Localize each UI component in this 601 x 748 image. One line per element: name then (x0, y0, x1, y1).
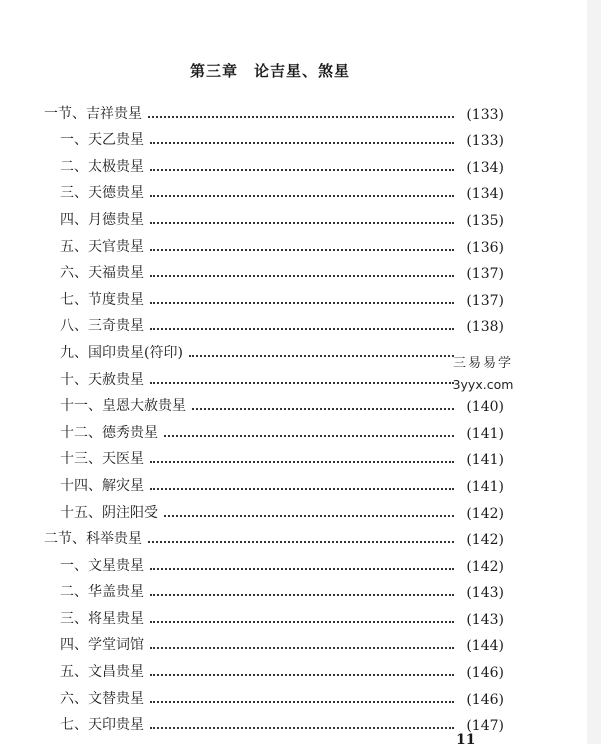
toc-entry-title: 二、太极贵星 (60, 158, 144, 175)
toc-entry-title: 四、月德贵星 (60, 211, 144, 228)
toc-entry-title: 五、天官贵星 (60, 238, 144, 255)
dot-leader (150, 221, 454, 224)
toc-entry-title: 十一、皇恩大赦贵星 (60, 398, 186, 415)
toc-entry (44, 96, 504, 123)
toc-entry-title: 十三、天医星 (60, 451, 144, 468)
chapter-title: 第三章 论吉星、煞星 (189, 62, 350, 80)
dot-leader (150, 141, 454, 144)
dot-leader (164, 434, 454, 437)
toc-entry-page: (146) (466, 665, 504, 682)
toc-entry-page: (138) (466, 319, 504, 336)
right-margin-strip (587, 0, 601, 744)
toc-entry-title: 一、文星贵星 (60, 557, 144, 574)
toc-entry (44, 389, 504, 416)
dot-leader (150, 301, 454, 304)
dot-leader (150, 274, 454, 277)
dot-leader (150, 168, 454, 171)
dot-leader (148, 540, 454, 543)
toc-entry-page: (133) (466, 133, 504, 150)
toc-entry (44, 415, 504, 442)
toc-entry-title: 三、天德贵星 (60, 185, 144, 202)
toc-entry (44, 123, 504, 150)
toc-entry (44, 256, 504, 283)
toc-entry (44, 229, 504, 256)
toc-entry-page: (147) (466, 718, 504, 735)
toc-entry-page: (134) (466, 186, 504, 203)
toc-entry-page: (143) (466, 611, 504, 628)
dot-leader (189, 354, 454, 357)
toc-entry-page: (142) (466, 532, 504, 549)
toc-entry-title: 一节、吉祥贵星 (44, 105, 142, 122)
dot-leader (150, 646, 454, 649)
toc-entry-title: 六、文替贵星 (60, 690, 144, 707)
toc-entry-title: 十二、德秀贵星 (60, 424, 158, 441)
dot-leader (150, 726, 454, 729)
toc-entry (44, 282, 504, 309)
dot-leader (164, 514, 454, 517)
dot-leader (150, 673, 454, 676)
toc-entry-page: (144) (466, 638, 504, 655)
watermark-url: 3yyx.com (452, 377, 514, 392)
toc-entry (44, 442, 504, 469)
toc-entry-title: 二、华盖贵星 (60, 584, 144, 601)
toc-entry-title: 十五、阴注阳受 (60, 504, 158, 521)
toc-entry-page: (135) (466, 212, 504, 229)
toc-entry-page: (134) (466, 159, 504, 176)
toc-entry-page: (142) (466, 558, 504, 575)
page-number: 11 (456, 732, 476, 748)
toc-entry (44, 548, 504, 575)
toc-entry-title: 七、天印贵星 (60, 717, 144, 734)
dot-leader (150, 620, 454, 623)
toc-entry-title: 三、将星贵星 (60, 610, 144, 627)
toc-entry-page: (141) (466, 425, 504, 442)
dot-leader (192, 407, 454, 410)
toc-entry (44, 176, 504, 203)
table-of-contents (44, 96, 504, 734)
toc-entry-title: 九、国印贵星(符印) (60, 344, 183, 361)
toc-entry (44, 601, 504, 628)
toc-entry (44, 522, 504, 549)
toc-entry (44, 654, 504, 681)
toc-entry-title: 十、天赦贵星 (60, 371, 144, 388)
toc-entry-page: (133) (466, 106, 504, 123)
dot-leader (150, 593, 454, 596)
dot-leader (150, 567, 454, 570)
dot-leader (148, 115, 454, 118)
toc-entry-page: (146) (466, 691, 504, 708)
toc-entry-page: (142) (466, 505, 504, 522)
toc-entry (44, 468, 504, 495)
toc-entry (44, 495, 504, 522)
toc-entry-page: (141) (466, 478, 504, 495)
dot-leader (150, 248, 454, 251)
toc-entry (44, 309, 504, 336)
dot-leader (150, 194, 454, 197)
toc-entry-page: (140) (466, 399, 504, 416)
toc-entry (44, 202, 504, 229)
toc-entry-title: 二节、科举贵星 (44, 531, 142, 548)
toc-entry-title: 五、文昌贵星 (60, 664, 144, 681)
watermark-name: 三易易学 (452, 356, 513, 371)
toc-entry-title: 八、三奇贵星 (60, 318, 144, 335)
toc-entry-page: (143) (466, 585, 504, 602)
toc-entry-title: 一、天乙贵星 (60, 132, 144, 149)
toc-entry (44, 681, 504, 708)
toc-entry (44, 575, 504, 602)
watermark (426, 352, 540, 392)
toc-entry-page: (137) (466, 266, 504, 283)
dot-leader (150, 460, 454, 463)
dot-leader (150, 327, 454, 330)
toc-entry-page: (136) (466, 239, 504, 256)
toc-entry-page: (137) (466, 292, 504, 309)
dot-leader (150, 381, 454, 384)
toc-entry (44, 628, 504, 655)
toc-entry-title: 十四、解灾星 (60, 477, 144, 494)
dot-leader (150, 700, 454, 703)
toc-entry-page: (141) (466, 452, 504, 469)
dot-leader (150, 487, 454, 490)
toc-entry-title: 七、节度贵星 (60, 291, 144, 308)
toc-entry-title: 四、学堂词馆 (60, 637, 144, 654)
toc-entry-title: 六、天福贵星 (60, 265, 144, 282)
toc-entry (44, 149, 504, 176)
toc-entry (44, 708, 504, 735)
